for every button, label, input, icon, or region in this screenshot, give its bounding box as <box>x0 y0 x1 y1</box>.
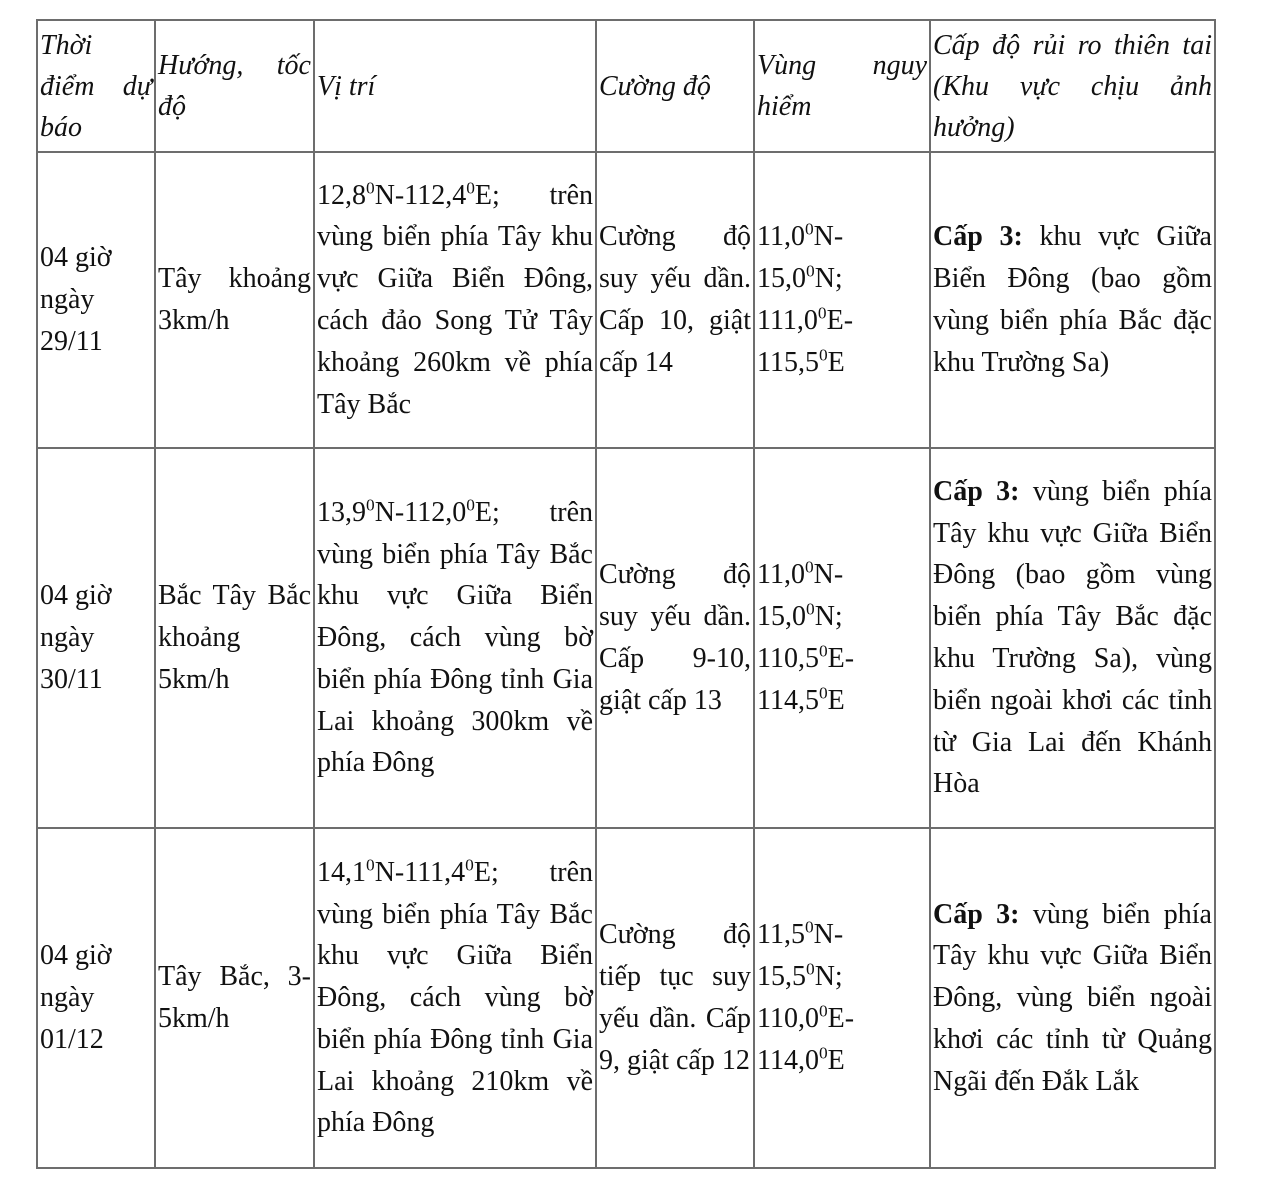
zone-line: 110,0$^0$E- <box>757 1001 855 1034</box>
lat-value: 13,9 <box>317 496 366 528</box>
time-line: ngày <box>40 982 95 1014</box>
time-line: 29/11 <box>40 325 103 357</box>
risk-cell <box>930 152 1215 448</box>
time-line: 04 giờ <box>40 242 112 274</box>
lat-dir: N- <box>374 856 405 888</box>
risk-level: Cấp 3: <box>933 475 1020 507</box>
risk-level: Cấp 3: <box>933 221 1023 253</box>
risk-level: Cấp 3: <box>933 898 1020 930</box>
zone-line: 111,0$^0$E- <box>757 303 854 336</box>
position-cell <box>314 152 596 448</box>
position-cell <box>314 448 596 828</box>
forecast-table <box>36 19 1216 1169</box>
danger-zone-cell <box>754 448 930 828</box>
header-direction: Hướng, tốc độ <box>155 20 314 152</box>
time-line: ngày <box>40 622 95 654</box>
degree-sup: 0 <box>466 177 475 197</box>
lat-value: 14,1 <box>317 856 366 888</box>
header-intensity: Cường độ <box>596 20 754 152</box>
time-line: 30/11 <box>40 663 103 695</box>
lat-value: 12,8 <box>317 179 366 211</box>
header-danger-zone: Vùng nguy hiểm <box>754 20 930 152</box>
header-risk: Cấp độ rủi ro thiên tai (Khu vực chịu ảnh hưởng) <box>930 20 1215 152</box>
intensity-cell: Cường độ suy yếu dần. Cấp 10, giật cấp 14 <box>596 152 754 448</box>
time-line: ngày <box>40 284 95 316</box>
zone-line: 11,5$^0$N- <box>757 917 844 951</box>
risk-area: vùng biển phía Tây khu vực Giữa Biển Đông, vùng biển ngoài khơi các tỉnh từ Quảng Ngãi đến Đắk Lắk <box>933 898 1212 1097</box>
degree-sup: 0 <box>465 854 474 874</box>
zone-line: 114,5$^0$E <box>757 683 845 716</box>
danger-zone-cell <box>754 828 930 1168</box>
time-cell <box>37 828 155 1168</box>
zone-line: 115,5$^0$E <box>757 345 845 378</box>
header-row <box>37 20 1215 152</box>
header-time: Thời điểm dự báo <box>37 20 155 152</box>
header-position: Vị trí <box>314 20 596 152</box>
lat-dir: N- <box>374 496 405 528</box>
time-line: 01/12 <box>40 1023 104 1055</box>
risk-area: vùng biển phía Tây khu vực Giữa Biển Đông (bao gồm vùng biển phía Tây Bắc đặc khu Trường Sa), vùng biển ngoài khơi các tỉnh từ Gia Lai đến Khánh Hòa <box>933 475 1212 800</box>
lon-value: 111,4 <box>404 856 466 888</box>
position-cell <box>314 828 596 1168</box>
zone-line: 114,0$^0$E <box>757 1043 845 1076</box>
time-line: 04 giờ <box>40 940 112 972</box>
zone-line: 11,0$^0$N- <box>757 557 844 591</box>
zone-line: 11,0$^0$N- <box>757 219 844 253</box>
table-row <box>37 152 1215 448</box>
risk-cell <box>930 448 1215 828</box>
danger-zone-cell <box>754 152 930 448</box>
lon-value: 112,4 <box>404 179 467 211</box>
risk-cell <box>930 828 1215 1168</box>
degree-sup: 0 <box>466 494 475 514</box>
table-row <box>37 448 1215 828</box>
table-row <box>37 828 1215 1168</box>
time-cell <box>37 448 155 828</box>
zone-line: 15,0$^0$N; <box>757 599 843 633</box>
degree-sup: 0 <box>366 494 375 514</box>
zone-line: 110,5$^0$E- <box>757 641 855 674</box>
lon-value: 112,0 <box>404 496 467 528</box>
direction-cell: Tây khoảng 3km/h <box>155 152 314 448</box>
lon-dir: E; <box>473 856 499 888</box>
time-line: 04 giờ <box>40 580 112 612</box>
zone-line: 15,0$^0$N; <box>757 261 843 295</box>
lat-dir: N- <box>374 179 405 211</box>
position-text: trên vùng biển phía Tây khu vực Giữa Biển Đông, cách đảo Song Tử Tây khoảng 260km về phía Tây Bắc <box>317 179 593 420</box>
position-text: trên vùng biển phía Tây Bắc khu vực Giữa Biển Đông, cách vùng bờ biển phía Đông tỉnh Gia Lai khoảng 300km về phía Đông <box>317 496 593 779</box>
position-text: trên vùng biển phía Tây Bắc khu vực Giữa Biển Đông, cách vùng bờ biển phía Đông tỉnh Gia Lai khoảng 210km về phía Đông <box>317 856 593 1139</box>
direction-cell: Tây Bắc, 3-5km/h <box>155 828 314 1168</box>
intensity-cell: Cường độ suy yếu dần. Cấp 9-10, giật cấp 13 <box>596 448 754 828</box>
degree-sup: 0 <box>366 854 375 874</box>
zone-line: 15,5$^0$N; <box>757 959 843 993</box>
intensity-cell: Cường độ tiếp tục suy yếu dần. Cấp 9, giật cấp 12 <box>596 828 754 1168</box>
lon-dir: E; <box>474 179 500 211</box>
time-cell <box>37 152 155 448</box>
degree-sup: 0 <box>366 177 375 197</box>
direction-cell: Bắc Tây Bắc khoảng 5km/h <box>155 448 314 828</box>
lon-dir: E; <box>474 496 500 528</box>
risk-area: khu vực Giữa Biển Đông (bao gồm vùng biển phía Bắc đặc khu Trường Sa) <box>933 221 1212 378</box>
